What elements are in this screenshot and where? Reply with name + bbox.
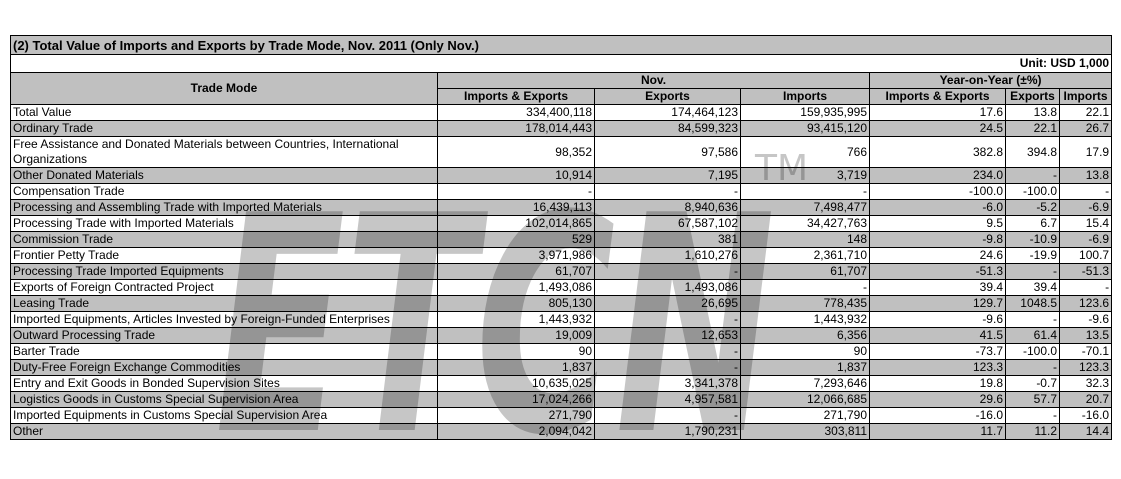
header-yoy-ie: Imports & Exports — [870, 89, 1006, 105]
row-trade-mode: Leasing Trade — [11, 296, 438, 312]
row-trade-mode: Imported Equipments in Customs Special Supervision Area — [11, 408, 438, 424]
row-value-ie: 17,024,266 — [438, 392, 595, 408]
row-value-yie: -100.0 — [870, 184, 1006, 200]
row-value-yie: 234.0 — [870, 168, 1006, 184]
row-value-im: 271,790 — [741, 408, 870, 424]
row-value-im: 1,443,932 — [741, 312, 870, 328]
table-body — [11, 105, 1112, 440]
row-trade-mode: Logistics Goods in Customs Special Supervision Area — [11, 392, 438, 408]
row-value-im: 6,356 — [741, 328, 870, 344]
row-value-yie: -6.0 — [870, 200, 1006, 216]
row-value-im: 303,811 — [741, 424, 870, 440]
row-value-im: 34,427,763 — [741, 216, 870, 232]
row-value-yex: -19.9 — [1006, 248, 1060, 264]
row-value-ex: 12,653 — [595, 328, 741, 344]
row-value-ex: - — [595, 312, 741, 328]
row-value-yex: -5.2 — [1006, 200, 1060, 216]
row-value-yex: - — [1006, 312, 1060, 328]
row-value-yie: 129.7 — [870, 296, 1006, 312]
table-row — [11, 312, 1112, 328]
row-value-yex: - — [1006, 408, 1060, 424]
row-value-im: 766 — [741, 137, 870, 168]
row-value-yim: 123.3 — [1060, 360, 1112, 376]
row-value-yex: - — [1006, 168, 1060, 184]
row-value-yim: -6.9 — [1060, 200, 1112, 216]
row-value-yex: 6.7 — [1006, 216, 1060, 232]
row-value-ex: 8,940,636 — [595, 200, 741, 216]
row-value-im: 12,066,685 — [741, 392, 870, 408]
table-row — [11, 408, 1112, 424]
row-value-yim: - — [1060, 184, 1112, 200]
watermark-text: ETCN — [215, 152, 775, 460]
row-value-ex: 1,790,231 — [595, 424, 741, 440]
row-value-yex: 13.8 — [1006, 105, 1060, 121]
row-value-yie: 41.5 — [870, 328, 1006, 344]
row-value-yie: 19.8 — [870, 376, 1006, 392]
row-value-ex: 67,587,102 — [595, 216, 741, 232]
row-value-yex: -10.9 — [1006, 232, 1060, 248]
row-trade-mode: Other Donated Materials — [11, 168, 438, 184]
header-trade-mode: Trade Mode — [11, 73, 438, 105]
row-value-yie: 24.6 — [870, 248, 1006, 264]
row-trade-mode: Total Value — [11, 105, 438, 121]
row-value-yex: 394.8 — [1006, 137, 1060, 168]
row-value-yex: 11.2 — [1006, 424, 1060, 440]
table-row — [11, 392, 1112, 408]
row-value-yie: 123.3 — [870, 360, 1006, 376]
row-value-yim: 26.7 — [1060, 121, 1112, 137]
row-value-ie: 271,790 — [438, 408, 595, 424]
row-value-ie: 178,014,443 — [438, 121, 595, 137]
row-value-yim: 13.8 — [1060, 168, 1112, 184]
row-value-ex: - — [595, 184, 741, 200]
row-value-ex: - — [595, 264, 741, 280]
row-value-yex: 39.4 — [1006, 280, 1060, 296]
row-value-ie: 334,400,118 — [438, 105, 595, 121]
row-value-yex: 57.7 — [1006, 392, 1060, 408]
row-value-yim: 17.9 — [1060, 137, 1112, 168]
row-value-ex: 26,695 — [595, 296, 741, 312]
table-row — [11, 248, 1112, 264]
row-trade-mode: Ordinary Trade — [11, 121, 438, 137]
row-value-ie: - — [438, 184, 595, 200]
row-value-im: 159,935,995 — [741, 105, 870, 121]
row-value-yie: 24.5 — [870, 121, 1006, 137]
row-value-ie: 61,707 — [438, 264, 595, 280]
row-value-yex: 1048.5 — [1006, 296, 1060, 312]
row-value-yie: 9.5 — [870, 216, 1006, 232]
table-row — [11, 360, 1112, 376]
header-nov-exports: Exports — [595, 89, 741, 105]
table-row — [11, 328, 1112, 344]
table-row — [11, 184, 1112, 200]
trade-mode-table — [10, 35, 1112, 440]
table-row — [11, 344, 1112, 360]
row-value-im: 7,293,646 — [741, 376, 870, 392]
row-value-yie: 11.7 — [870, 424, 1006, 440]
table-row — [11, 424, 1112, 440]
row-value-yim: 14.4 — [1060, 424, 1112, 440]
table-row — [11, 264, 1112, 280]
table-row — [11, 200, 1112, 216]
row-value-yim: 20.7 — [1060, 392, 1112, 408]
header-yoy-imports: Imports — [1060, 89, 1112, 105]
row-value-yim: 22.1 — [1060, 105, 1112, 121]
row-value-yie: 382.8 — [870, 137, 1006, 168]
row-value-yie: 39.4 — [870, 280, 1006, 296]
row-value-im: 1,837 — [741, 360, 870, 376]
row-value-ie: 3,971,986 — [438, 248, 595, 264]
unit-label: Unit: USD 1,000 — [11, 55, 1112, 73]
row-value-im: 90 — [741, 344, 870, 360]
row-value-yim: 100.7 — [1060, 248, 1112, 264]
row-value-yim: -51.3 — [1060, 264, 1112, 280]
header-nov-imports: Imports — [741, 89, 870, 105]
row-value-yex: 22.1 — [1006, 121, 1060, 137]
row-value-yie: 29.6 — [870, 392, 1006, 408]
trade-mode-table-container — [10, 35, 1111, 440]
row-value-im: 3,719 — [741, 168, 870, 184]
table-row — [11, 168, 1112, 184]
watermark-tm: TM — [755, 148, 809, 189]
row-value-ie: 19,009 — [438, 328, 595, 344]
row-value-ex: - — [595, 408, 741, 424]
header-yoy: Year-on-Year (±%) — [870, 73, 1112, 89]
row-value-yex: - — [1006, 360, 1060, 376]
row-value-yex: -100.0 — [1006, 184, 1060, 200]
row-value-ex: 381 — [595, 232, 741, 248]
row-value-ex: 97,586 — [595, 137, 741, 168]
row-trade-mode: Barter Trade — [11, 344, 438, 360]
row-value-ex: 1,610,276 — [595, 248, 741, 264]
row-value-yie: 17.6 — [870, 105, 1006, 121]
row-value-im: - — [741, 280, 870, 296]
row-trade-mode: Compensation Trade — [11, 184, 438, 200]
row-trade-mode: Commission Trade — [11, 232, 438, 248]
row-value-yim: 13.5 — [1060, 328, 1112, 344]
row-value-ex: 84,599,323 — [595, 121, 741, 137]
row-value-yex: -0.7 — [1006, 376, 1060, 392]
table-row — [11, 105, 1112, 121]
row-trade-mode: Frontier Petty Trade — [11, 248, 438, 264]
row-value-yex: - — [1006, 264, 1060, 280]
row-value-yim: -6.9 — [1060, 232, 1112, 248]
row-value-yim: - — [1060, 280, 1112, 296]
row-trade-mode: Duty-Free Foreign Exchange Commodities — [11, 360, 438, 376]
row-value-im: 2,361,710 — [741, 248, 870, 264]
table-row — [11, 121, 1112, 137]
row-value-yim: -70.1 — [1060, 344, 1112, 360]
row-value-im: - — [741, 184, 870, 200]
row-value-ie: 529 — [438, 232, 595, 248]
row-value-ex: - — [595, 344, 741, 360]
row-value-im: 61,707 — [741, 264, 870, 280]
row-value-yex: 61.4 — [1006, 328, 1060, 344]
row-value-yie: -51.3 — [870, 264, 1006, 280]
row-value-ie: 10,635,025 — [438, 376, 595, 392]
row-value-yie: -16.0 — [870, 408, 1006, 424]
table-row — [11, 296, 1112, 312]
row-value-ie: 1,443,932 — [438, 312, 595, 328]
row-value-yim: 15.4 — [1060, 216, 1112, 232]
table-row — [11, 137, 1112, 168]
row-trade-mode: Imported Equipments, Articles Invested by Foreign-Funded Enterprises — [11, 312, 438, 328]
row-value-yim: -9.6 — [1060, 312, 1112, 328]
row-trade-mode: Exports of Foreign Contracted Project — [11, 280, 438, 296]
row-value-ex: - — [595, 360, 741, 376]
row-value-ex: 4,957,581 — [595, 392, 741, 408]
row-value-yie: -9.8 — [870, 232, 1006, 248]
row-value-yim: -16.0 — [1060, 408, 1112, 424]
row-value-ex: 174,464,123 — [595, 105, 741, 121]
table-row — [11, 376, 1112, 392]
row-trade-mode: Entry and Exit Goods in Bonded Supervision Sites — [11, 376, 438, 392]
row-value-yie: -73.7 — [870, 344, 1006, 360]
row-trade-mode: Outward Processing Trade — [11, 328, 438, 344]
row-value-ie: 90 — [438, 344, 595, 360]
row-value-im: 7,498,477 — [741, 200, 870, 216]
row-value-ie: 102,014,865 — [438, 216, 595, 232]
row-trade-mode: Processing Trade Imported Equipments — [11, 264, 438, 280]
row-value-ie: 16,439,113 — [438, 200, 595, 216]
row-trade-mode: Free Assistance and Donated Materials between Countries, International Organizations — [11, 137, 438, 168]
row-trade-mode: Processing Trade with Imported Materials — [11, 216, 438, 232]
row-value-yex: -100.0 — [1006, 344, 1060, 360]
row-value-im: 93,415,120 — [741, 121, 870, 137]
row-value-im: 778,435 — [741, 296, 870, 312]
row-trade-mode: Processing and Assembling Trade with Imported Materials — [11, 200, 438, 216]
row-value-yie: -9.6 — [870, 312, 1006, 328]
row-value-ie: 805,130 — [438, 296, 595, 312]
header-nov-ie: Imports & Exports — [438, 89, 595, 105]
row-value-im: 148 — [741, 232, 870, 248]
row-value-ie: 1,837 — [438, 360, 595, 376]
header-yoy-exports: Exports — [1006, 89, 1060, 105]
row-value-ie: 2,094,042 — [438, 424, 595, 440]
table-title: (2) Total Value of Imports and Exports by Trade Mode, Nov. 2011 (Only Nov.) — [11, 36, 1112, 55]
row-trade-mode: Other — [11, 424, 438, 440]
row-value-yim: 123.6 — [1060, 296, 1112, 312]
row-value-ex: 3,341,378 — [595, 376, 741, 392]
header-nov: Nov. — [438, 73, 870, 89]
table-row — [11, 232, 1112, 248]
table-row — [11, 216, 1112, 232]
row-value-yim: 32.3 — [1060, 376, 1112, 392]
row-value-ie: 1,493,086 — [438, 280, 595, 296]
row-value-ie: 10,914 — [438, 168, 595, 184]
row-value-ex: 1,493,086 — [595, 280, 741, 296]
row-value-ie: 98,352 — [438, 137, 595, 168]
table-row — [11, 280, 1112, 296]
row-value-ex: 7,195 — [595, 168, 741, 184]
